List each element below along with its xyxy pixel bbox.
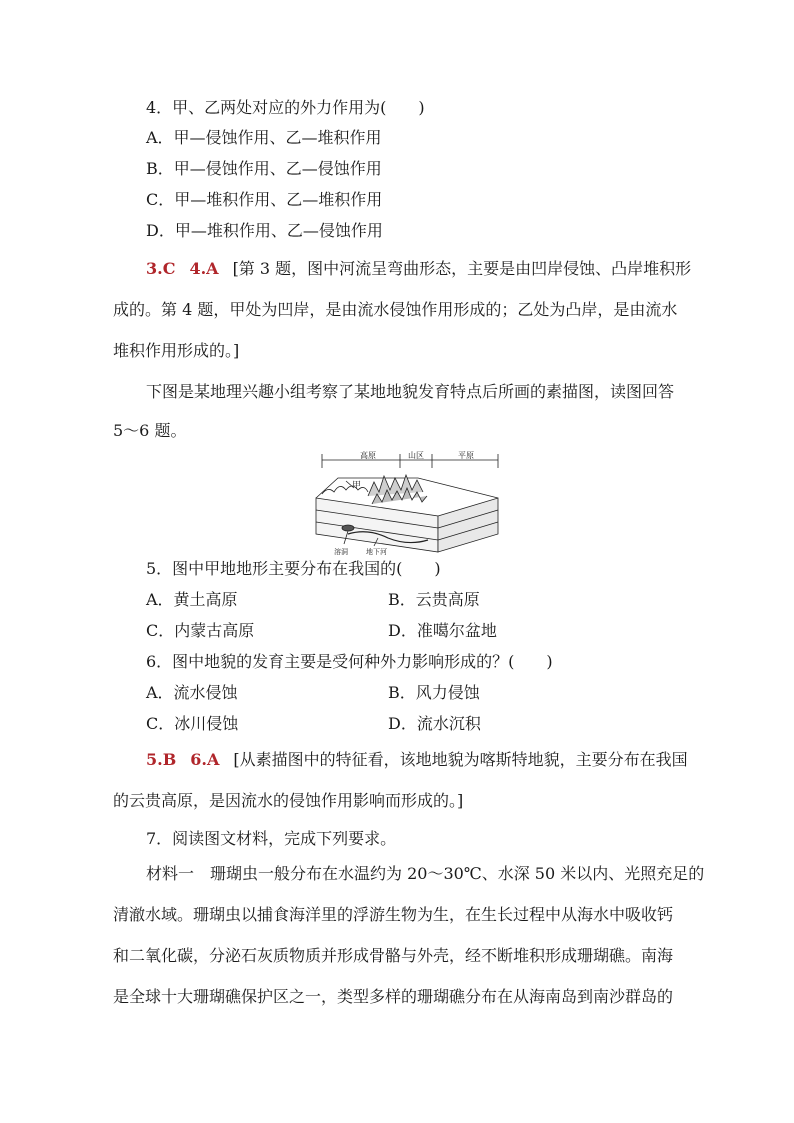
q5-option-b: B．云贵高原 xyxy=(388,590,480,609)
answer-4-label: 4.A xyxy=(189,259,219,278)
answer-6-label: 6.A xyxy=(190,750,220,769)
q7-stem: 7．阅读图文材料，完成下列要求。 xyxy=(146,829,397,848)
q6-option-d: D．流水沉积 xyxy=(388,714,481,733)
answer-5-6-line2: 的云贵高原，是因流水的侵蚀作用影响而形成的。] xyxy=(113,791,464,810)
q4-option-b: B．甲—侵蚀作用、乙—侵蚀作用 xyxy=(146,159,382,178)
q5-option-d: D．准噶尔盆地 xyxy=(388,621,497,640)
answer-3-4-text-1: [第 3 题，图中河流呈弯曲形态，主要是由凹岸侵蚀、凸岸堆积形 xyxy=(232,259,692,278)
answer-5-label: 5.B xyxy=(146,750,177,769)
q7-material-1-line1: 材料一 珊瑚虫一般分布在水温约为 20～30℃、水深 50 米以内、光照充足的 xyxy=(146,864,705,883)
region-label-plateau: 高原 xyxy=(360,451,376,460)
q5-option-a: A．黄土高原 xyxy=(146,590,238,609)
label-underground-river: 地下河 xyxy=(366,548,387,556)
region-label-plain: 平原 xyxy=(458,451,474,460)
karst-landscape-sketch xyxy=(308,448,504,560)
q6-option-c: C．冰川侵蚀 xyxy=(146,714,239,733)
q4-stem: 4．甲、乙两处对应的外力作用为( ) xyxy=(146,98,425,117)
q6-stem: 6．图中地貌的发育主要是受何种外力影响形成的？( ) xyxy=(146,652,553,671)
q6-option-b: B．风力侵蚀 xyxy=(388,683,480,702)
answer-5-6-text-1: [从素描图中的特征看，该地地貌为喀斯特地貌，主要分布在我国 xyxy=(233,750,688,769)
answer-5-6-line1 xyxy=(146,750,688,770)
q5-option-c: C．内蒙古高原 xyxy=(146,621,255,640)
q4-option-a: A．甲—侵蚀作用、乙—堆积作用 xyxy=(146,128,382,147)
intro-line2: 5～6 题。 xyxy=(113,421,187,440)
region-label-mountain: 山区 xyxy=(408,451,424,460)
intro-line1: 下图是某地理兴趣小组考察了某地地貌发育特点后所画的素描图，读图回答 xyxy=(146,382,675,401)
point-label-jia: 甲 xyxy=(352,481,362,491)
answer-3-label: 3.C xyxy=(146,259,176,278)
q7-material-1-line3: 和二氧化碳，分泌石灰质物质并形成骨骼与外壳，经不断堆积形成珊瑚礁。南海 xyxy=(113,946,674,965)
q6-option-a: A．流水侵蚀 xyxy=(146,683,238,702)
answer-3-4-line3: 堆积作用形成的。] xyxy=(113,341,240,360)
answer-3-4-line2: 成的。第 4 题，甲处为凹岸，是由流水侵蚀作用形成的；乙处为凸岸，是由流水 xyxy=(113,300,678,319)
q4-option-d: D．甲—堆积作用、乙—侵蚀作用 xyxy=(146,221,383,240)
q7-material-1-line2: 清澈水域。珊瑚虫以捕食海洋里的浮游生物为生，在生长过程中从海水中吸收钙 xyxy=(113,905,674,924)
q7-material-1-line4: 是全球十大珊瑚礁保护区之一，类型多样的珊瑚礁分布在从海南岛到南沙群岛的 xyxy=(113,987,674,1006)
q5-stem: 5．图中甲地地形主要分布在我国的( ) xyxy=(146,559,441,578)
label-cave: 溶洞 xyxy=(334,548,348,556)
q4-option-c: C．甲—堆积作用、乙—堆积作用 xyxy=(146,190,383,209)
answer-3-4-line1 xyxy=(146,259,691,279)
